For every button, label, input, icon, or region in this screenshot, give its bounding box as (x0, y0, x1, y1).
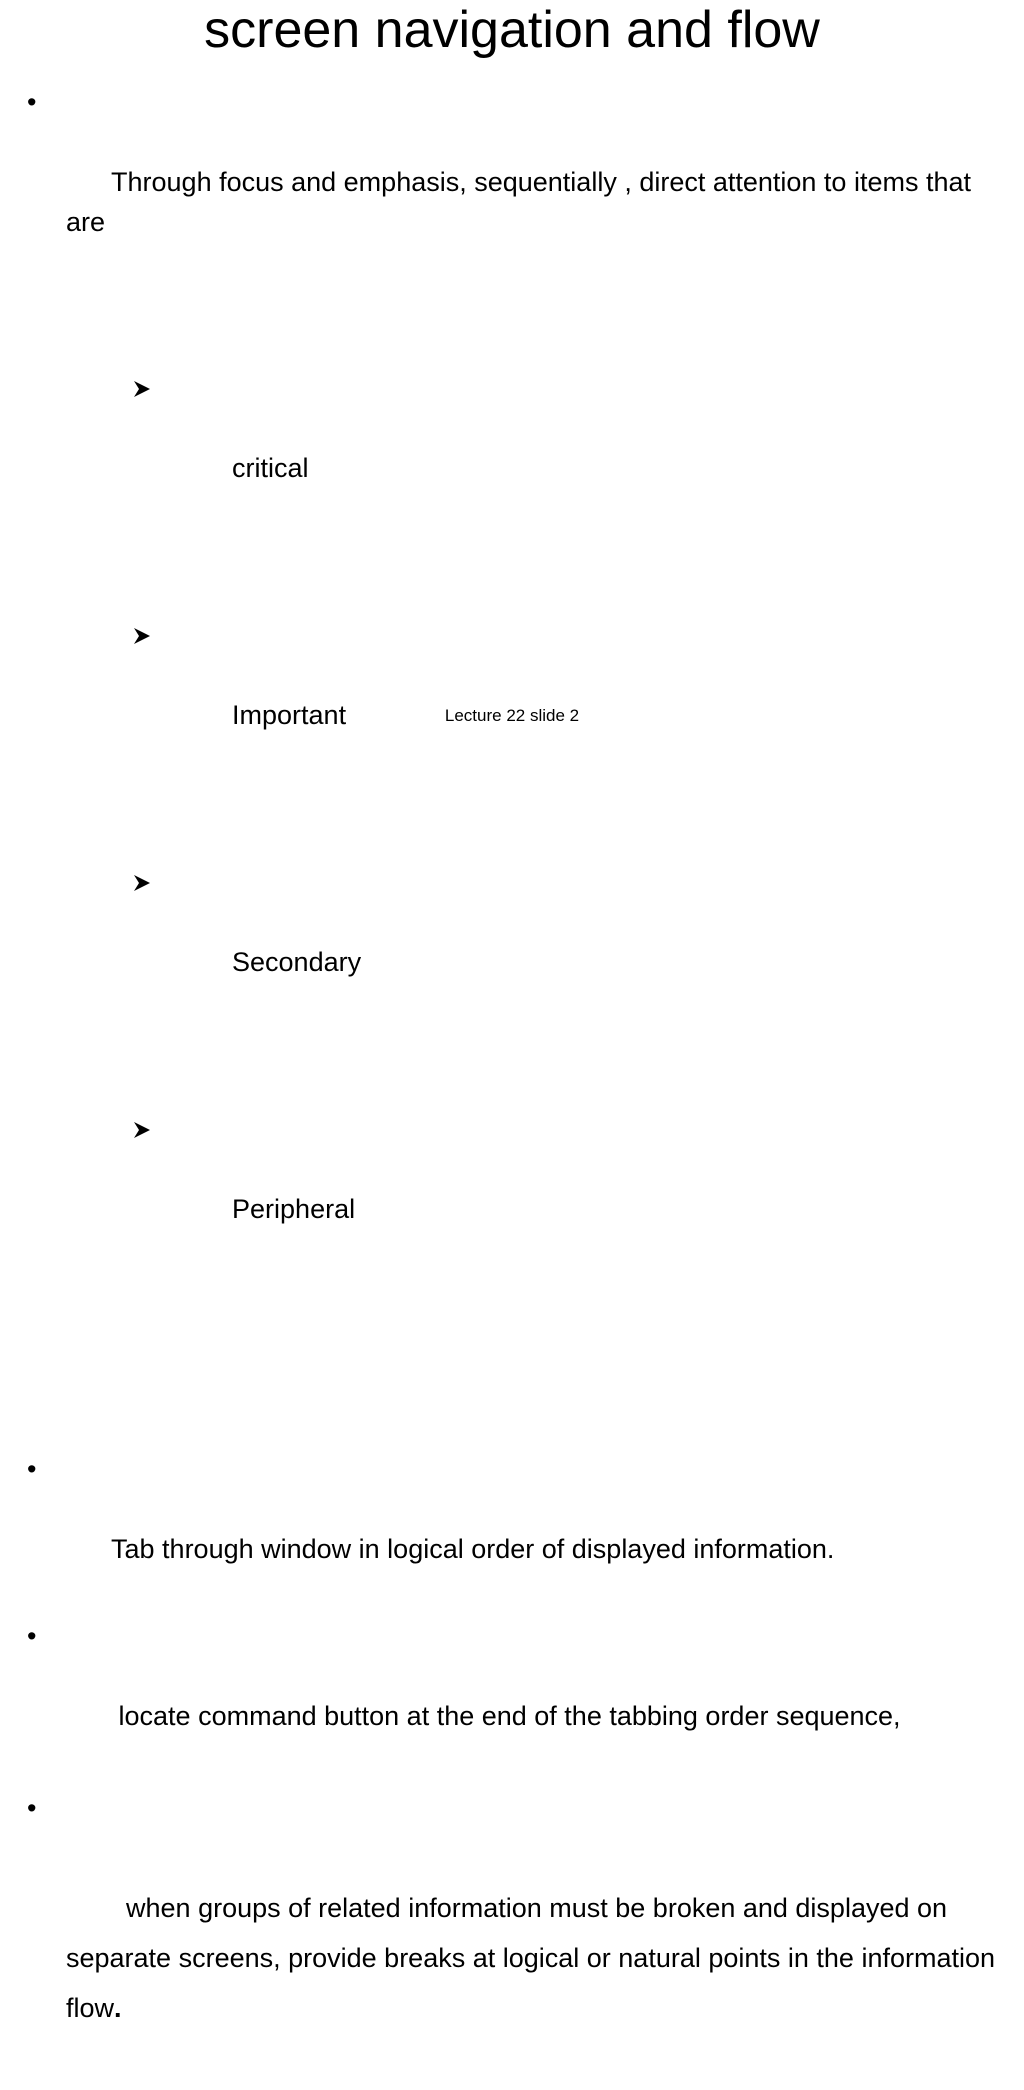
slide-title: screen navigation and flow (204, 1, 820, 59)
bullet-icon: • (27, 1793, 37, 1823)
bullet-text: locate command button at the end of the tabbing order sequence, (111, 1701, 901, 1731)
sub-bullet-list (66, 288, 1000, 1356)
sub-bullet-item (0, 368, 1000, 528)
bullet-list (0, 82, 1003, 2090)
sub-bullet-text: Important (232, 700, 347, 730)
sub-bullet-item (0, 862, 1000, 1022)
slide-footer: Lecture 22 slide 2 (444, 706, 580, 725)
sub-bullet-item (0, 1109, 1000, 1269)
bullet-text: Tab through window in logical order of displayed information. (111, 1534, 835, 1564)
sub-bullet-text: Peripheral (232, 1194, 356, 1224)
bullet-icon: • (27, 1621, 37, 1651)
bullet-item (0, 1449, 1000, 1609)
arrowhead-icon (132, 1120, 152, 1140)
bullet-item (0, 1616, 1000, 1776)
bullet-text: Through focus and emphasis, sequentially , direct attention to items that are (66, 167, 979, 237)
bullet-end-mark: . (114, 1993, 122, 2023)
arrowhead-icon (132, 626, 152, 646)
sub-bullet-text: critical (232, 453, 309, 483)
arrowhead-icon (132, 873, 152, 893)
arrowhead-icon (132, 379, 152, 399)
bullet-icon: • (27, 87, 37, 117)
sub-bullet-item (0, 615, 1000, 775)
bullet-item (0, 1783, 1003, 2083)
sub-bullet-text: Secondary (232, 947, 362, 977)
bullet-item (0, 82, 1000, 1442)
bullet-text: when groups of related information must be broken and displayed on separate screens, provide breaks at logical or natural points in the information flow (66, 1893, 1003, 2023)
bullet-icon: • (27, 1454, 37, 1484)
